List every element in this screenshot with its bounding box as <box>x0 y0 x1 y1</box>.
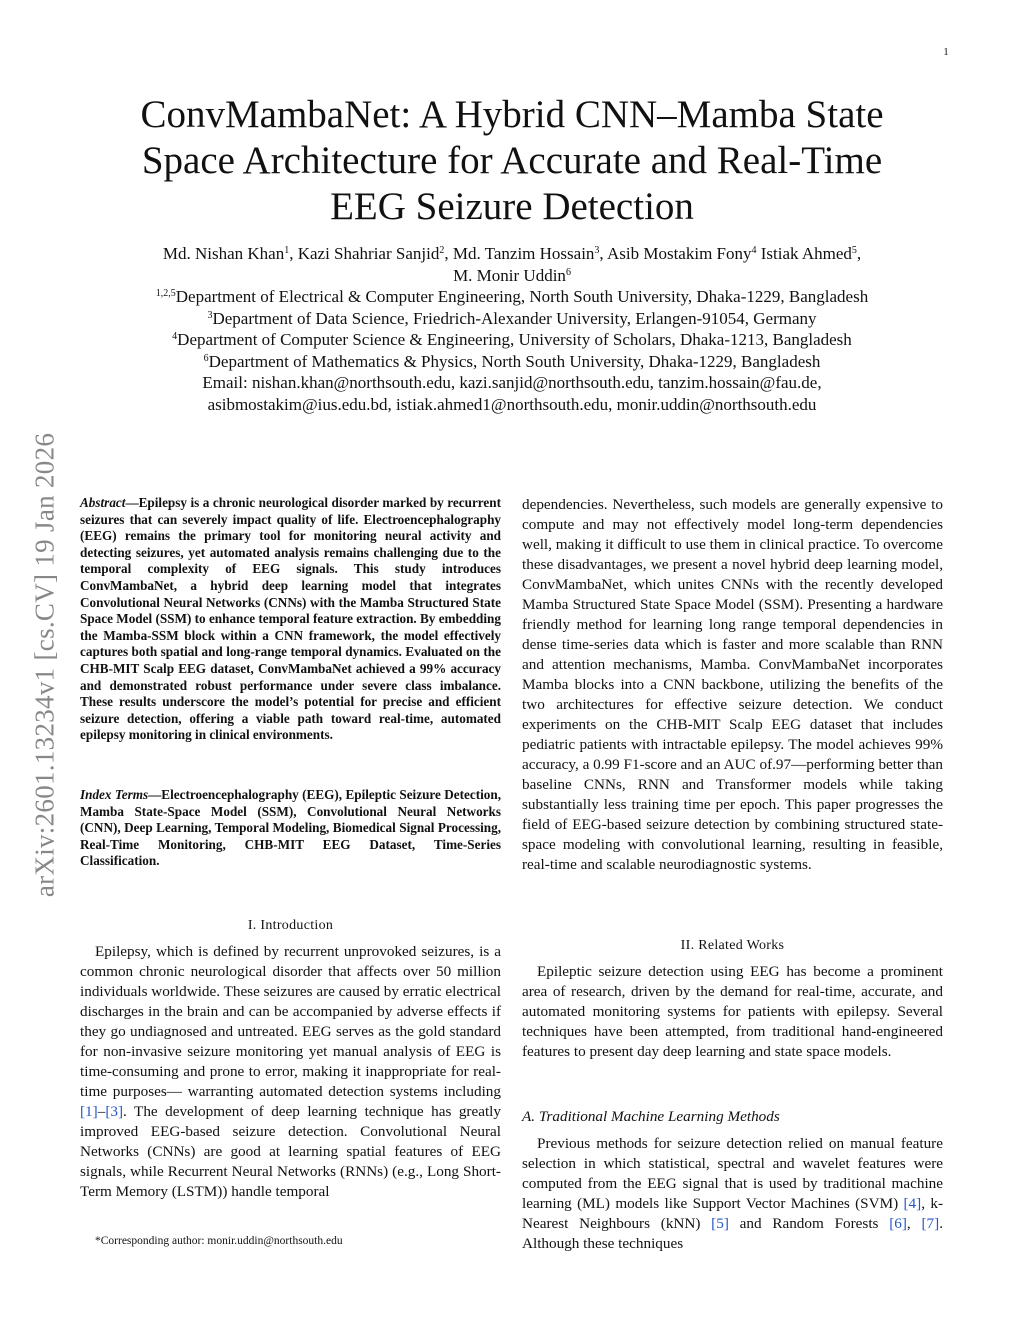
arxiv-identifier: arXiv:2601.13234v1 [cs.CV] 19 Jan 2026 <box>29 432 60 898</box>
author-names: Md. Nishan Khan$^1$, Kazi Shahriar Sanjid$^2$, Md. Tanzim Hossain$^3$, Asib Mostakim Fony$^4$ Istiak Ahmed$^5$, <box>162 244 862 263</box>
email-line: Email: nishan.khan@northsouth.edu, kazi.sanjid@northsouth.edu, tanzim.hossain@fau.de, <box>202 373 822 392</box>
related-works-paragraph: Epileptic seizure detection using EEG has become a prominent area of research, driven by the demand for real-time, accurate, and automated monitoring systems for patients with epilepsy. Several techniques have been attempted, from traditional hand-engineered features to present day deep learning and state space models. <box>522 963 943 1060</box>
paper-title: ConvMambaNet: A Hybrid CNN–Mamba State Space Architecture for Accurate and Real-Time EEG Seizure Detection <box>140 93 884 228</box>
affiliation: $^4$Department of Computer Science & Engineering, University of Scholars, Dhaka-1213, Bangladesh <box>172 330 852 349</box>
citation-link[interactable]: [4] <box>903 1195 922 1212</box>
intro-paragraph-continued: dependencies. Nevertheless, such models are generally expensive to compute and may not effectively model long-term dependencies well, making it difficult to use them in clinical practice. To overcome these disadvantages, we present a novel hybrid deep learning model, ConvMambaNet, which unites CNNs with the recently developed Mamba Structured State Space Model (SSM). Presenting a hardware friendly method for learning long range temporal dependencies in dense time-series data which is faster and more scalable than RNN and attention mechanisms, Mamba. ConvMambaNet incorporates Mamba blocks into a CNN backbone, utilizing the benefits of the two architectures for effective seizure detection. We conduct experiments on the CHB-MIT Scalp EEG dataset that includes pediatric patients with intractable epilepsy. The model achieves 99% accuracy, a 0.99 F1-score and an AUC of.97—performing better than baseline CNNs, RNN and Transformer models while taking substantially less training time per epoch. This paper progresses the field of EEG-based seizure detection by combining structured state-space modeling with convolutional learning, resulting in feasible, real-time and scalable neurodiagnostic systems. <box>522 496 943 873</box>
page-number: 1 <box>943 46 949 58</box>
related-works-section <box>522 962 943 1062</box>
affiliation: $^3$Department of Data Science, Friedrich-Alexander University, Erlangen-91054, Germany <box>207 308 817 328</box>
index-terms-label: Index Terms <box>80 787 149 802</box>
author-block <box>100 243 924 415</box>
citation-link[interactable]: [6] <box>889 1215 907 1232</box>
citation-link[interactable]: [1] <box>80 1103 98 1120</box>
index-terms-text: Electroencephalography (EEG), Epileptic Seizure Detection, Mamba State-Space Model (SSM), Convolutional Neural Networks (CNN), Deep Learning, Temporal Modeling, Biomedical Signal Processing, Real-Time Monitoring, CHB-MIT EEG Dataset, Time-Series Classification. <box>80 787 502 869</box>
index-terms: Index Terms—Electroencephalography (EEG), Epileptic Seizure Detection, Mamba State-Space Model (SSM), Convolutional Neural Networks (CNN), Deep Learning, Temporal Modeling, Biomedical Signal Processing, Real-Time Monitoring, CHB-MIT EEG Dataset, Time-Series Classification. <box>80 787 502 869</box>
abstract-text: Epilepsy is a chronic neurological disorder marked by recurrent seizures that can severely impact quality of life. Electroencephalography (EEG) remains the primary tool for monitoring neural activity and detecting seizures, yet automated analysis remains challenging due to the temporal complexity of EEG signals. This study introduces ConvMambaNet, a hybrid deep learning model that integrates Convolutional Neural Networks (CNNs) with the Mamba Structured State Space Model (SSM) to enhance temporal feature extraction. By embedding the Mamba-SSM block within a CNN framework, the model effectively captures both spatial and long-range temporal dynamics. Evaluated on the CHB-MIT Scalp EEG dataset, ConvMambaNet achieved a 99% accuracy and demonstrated robust performance under severe class imbalance. These results underscore the model’s potential for precise and efficient seizure detection, offering a viable path toward real-time, automated epilepsy monitoring in clinical environments. <box>80 495 501 743</box>
abstract-label: Abstract <box>80 495 126 510</box>
email-line: asibmostakim@ius.edu.bd, istiak.ahmed1@northsouth.edu, monir.uddin@northsouth.edu <box>207 394 817 414</box>
section-heading-introduction: I. Introduction <box>247 918 334 933</box>
citation-link[interactable]: [7] <box>921 1215 940 1232</box>
affiliation: $^{1,2,5}$Department of Electrical & Computer Engineering, North South University, Dhaka-1229, Bangladesh <box>155 287 869 306</box>
footnote-corresponding-author: *Corresponding author: monir.uddin@northsouth.edu <box>95 1235 343 1247</box>
author-names-line2: M. Monir Uddin$^6$ <box>453 265 571 285</box>
intro-paragraph: Epilepsy, which is defined by recurrent unprovoked seizures, is a common chronic neurological disorder that affects over 50 million individuals worldwide. These seizures are caused by erratic electrical discharges in the brain and can be accompanied by adverse effects if they go undiagnosed and untreated. EEG serves as the gold standard for non-invasive seizure monitoring yet manual analysis of EEG is time-consuming and prone to error, making it inappropriate for real-time purposes— warranting automated detection systems including [1]–[3]. The development of deep learning technique has greatly improved EEG-based seizure detection. Convolutional Neural Networks (CNNs) are good at learning spatial features of EEG signals, while Recurrent Neural Networks (RNNs) (e.g., Long Short-Term Memory (LSTM)) handle temporal <box>80 943 501 1200</box>
citation-link[interactable]: [3] <box>105 1103 124 1120</box>
traditional-ml-paragraph: Previous methods for seizure detection relied on manual feature selection in which statistical, spectral and wavelet features were computed from the EEG signal that is used by traditional machine learning (ML) models like Support Vector Machines (SVM) [4], k-Nearest Neighbours (kNN) [5] and Random Forests [6], [7]. Although these techniques <box>522 1135 943 1252</box>
intro-section <box>80 942 501 1202</box>
traditional-ml-section <box>522 1134 943 1254</box>
intro-continued <box>522 495 943 875</box>
affiliation: $^6$Department of Mathematics & Physics, North South University, Dhaka-1229, Bangladesh <box>203 351 821 371</box>
section-heading-related-works: II. Related Works <box>680 938 785 953</box>
citation-link[interactable]: [5] <box>711 1215 729 1232</box>
abstract: Abstract—Epilepsy is a chronic neurological disorder marked by recurrent seizures that can severely impact quality of life. Electroencephalography (EEG) remains the primary tool for monitoring neural activity and detecting seizures, yet automated analysis remains challenging due to the temporal complexity of EEG signals. This study introduces ConvMambaNet, a hybrid deep learning model that integrates Convolutional Neural Networks (CNNs) with the Mamba Structured State Space Model (SSM) to enhance temporal feature extraction. By embedding the Mamba-SSM block within a CNN framework, the model effectively captures both spatial and long-range temporal dynamics. Evaluated on the CHB-MIT Scalp EEG dataset, ConvMambaNet achieved a 99% accuracy and demonstrated robust performance under severe class imbalance. These results underscore the model’s potential for precise and efficient seizure detection, offering a viable path toward real-time, automated epilepsy monitoring in clinical environments. <box>80 495 501 743</box>
subsection-heading: A. Traditional Machine Learning Methods <box>522 1108 780 1125</box>
